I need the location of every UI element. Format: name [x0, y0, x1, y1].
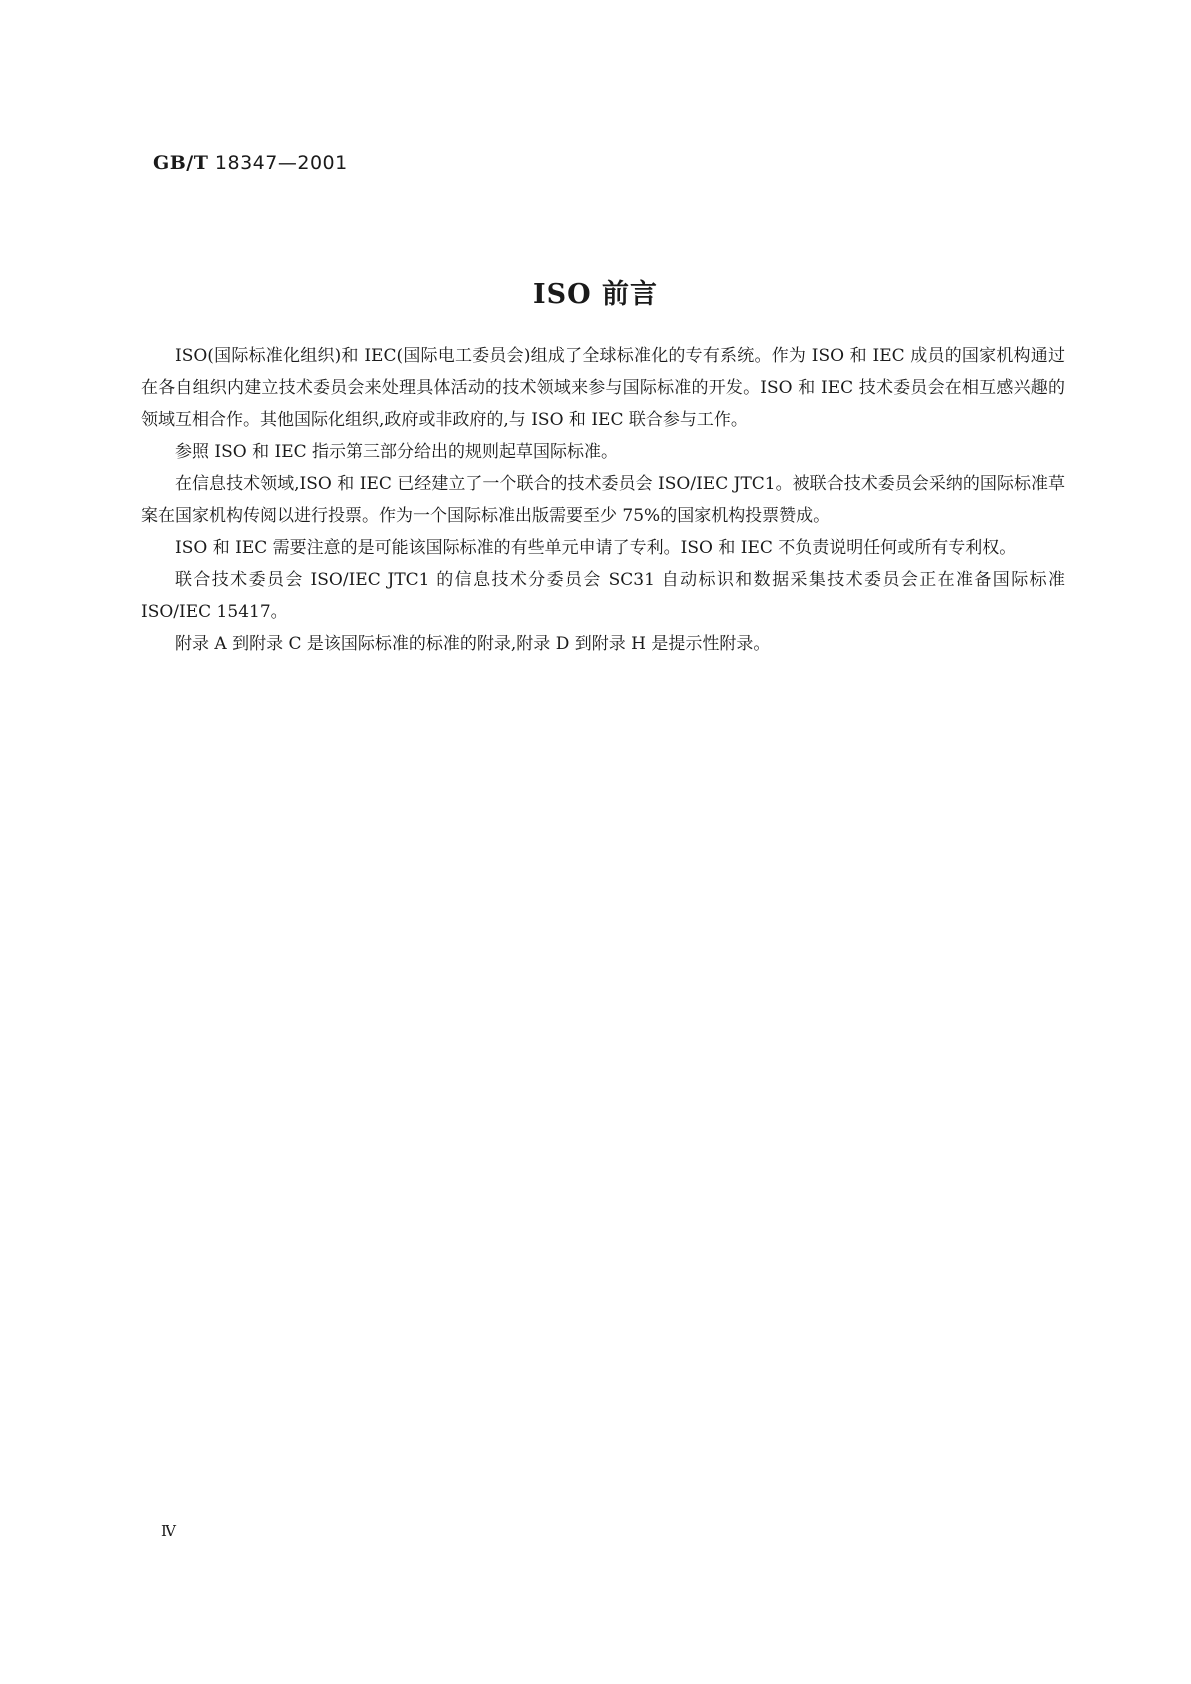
standard-number [153, 152, 348, 174]
paragraph-3: 在信息技术领域,ISO 和 IEC 已经建立了一个联合的技术委员会 ISO/IEC JTC1。被联合技术委员会采纳的国际标准草案在国家机构传阅以进行投票。作为一个国际标准出版需要至少 75%的国家机构投票赞成。 [141, 474, 1065, 526]
paragraph-6: 附录 A 到附录 C 是该国际标准的标准的附录,附录 D 到附录 H 是提示性附录。 [175, 634, 771, 654]
page-title: ISO 前言 [532, 279, 659, 310]
paragraph-4: ISO 和 IEC 需要注意的是可能该国际标准的有些单元申请了专利。ISO 和 IEC 不负责说明任何或所有专利权。 [175, 538, 1017, 558]
standard-code: 18347—2001 [214, 152, 348, 174]
page-number: Ⅳ [161, 1522, 176, 1540]
standard-prefix: GB/T [153, 152, 209, 174]
paragraph-1: ISO(国际标准化组织)和 IEC(国际电工委员会)组成了全球标准化的专有系统。作为 ISO 和 IEC 成员的国家机构通过在各自组织内建立技术委员会来处理具体活动的技术领域来参与国际标准的开发。ISO 和 IEC 技术委员会在相互感兴趣的领域互相合作。其他国际化组织,政府或非政府的,与 ISO 和 IEC 联合参与工作。 [141, 346, 1065, 430]
paragraph-2: 参照 ISO 和 IEC 指示第三部分给出的规则起草国际标准。 [175, 442, 619, 462]
foreword-body [141, 340, 1065, 660]
paragraph-5: 联合技术委员会 ISO/IEC JTC1 的信息技术分委员会 SC31 自动标识和数据采集技术委员会正在准备国际标准 ISO/IEC 15417。 [141, 570, 1065, 622]
